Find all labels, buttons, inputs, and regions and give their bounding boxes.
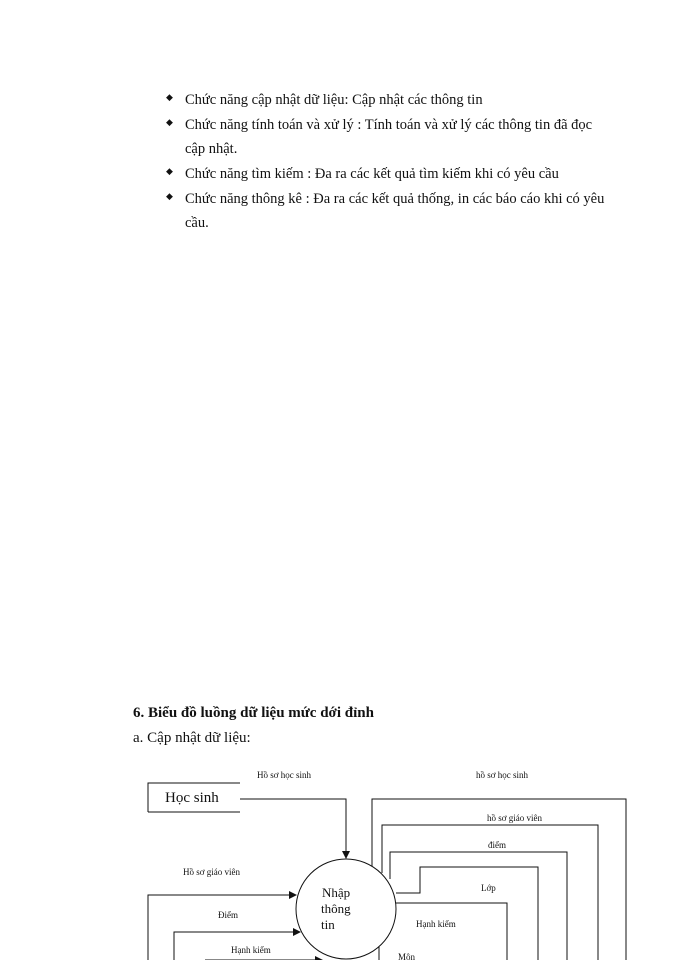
flow-lop-out-label: Lớp — [481, 883, 496, 893]
section-subheading: a. Cập nhật dữ liệu: — [133, 730, 251, 746]
bullet-text: Chức năng cập nhật dữ liệu: Cập nhật các thông tin — [185, 92, 483, 108]
flow-ho-so-hoc-sinh-out — [372, 799, 626, 960]
process-label-line-3: tin — [321, 917, 335, 932]
flow-ho-so-giao-vien-in-label: Hồ sơ giáo viên — [183, 867, 241, 877]
flow-ho-so-giao-vien-in — [148, 895, 296, 960]
entity-hoc-sinh-label: Học sinh — [165, 790, 219, 806]
flow-ho-so-hoc-sinh-out-label: hồ sơ học sinh — [476, 770, 529, 780]
bullet-item — [166, 162, 606, 186]
bullet-text: Chức năng thông kê : Đa ra các kết quả thống, in các báo cáo khi có yêu cầu. — [185, 191, 605, 231]
bullet-item — [166, 187, 606, 235]
bullet-text: Chức năng tính toán và xử lý : Tính toán và xử lý các thông tin đã đọc cập nhật. — [185, 117, 593, 157]
process-label-line-2: thông — [321, 901, 351, 916]
flow-diem-out — [390, 852, 567, 960]
diamond-bullet-icon: ◆ — [166, 166, 173, 176]
flow-mon-out-label: Môn — [398, 952, 416, 960]
process-label-line-1: Nhập — [322, 885, 351, 900]
diamond-bullet-icon: ◆ — [166, 92, 173, 102]
flow-ho-so-hoc-sinh-in-label: Hồ sơ học sinh — [257, 770, 312, 780]
flow-hanh-kiem-out-label: Hạnh kiểm — [416, 919, 456, 929]
diamond-bullet-icon: ◆ — [166, 117, 173, 127]
flow-diem-out-label: điểm — [488, 840, 506, 850]
flow-ho-so-giao-vien-out-label: hồ sơ giáo viên — [487, 813, 543, 823]
data-flow-diagram — [0, 760, 700, 960]
flow-ho-so-hoc-sinh-in — [240, 799, 346, 858]
bullet-list — [166, 88, 606, 236]
bullet-item — [166, 113, 606, 161]
bullet-item — [166, 88, 606, 112]
flow-hanh-kiem-in-label: Hạnh kiểm — [231, 945, 271, 955]
section-heading: 6. Biểu đồ luồng dữ liệu mức dới đỉnh — [133, 705, 374, 721]
flow-lop-out — [396, 867, 538, 960]
bullet-text: Chức năng tìm kiếm : Đa ra các kết quả tìm kiếm khi có yêu cầu — [185, 166, 559, 182]
diamond-bullet-icon: ◆ — [166, 191, 173, 201]
flow-diem-in-label: Điểm — [218, 910, 238, 920]
